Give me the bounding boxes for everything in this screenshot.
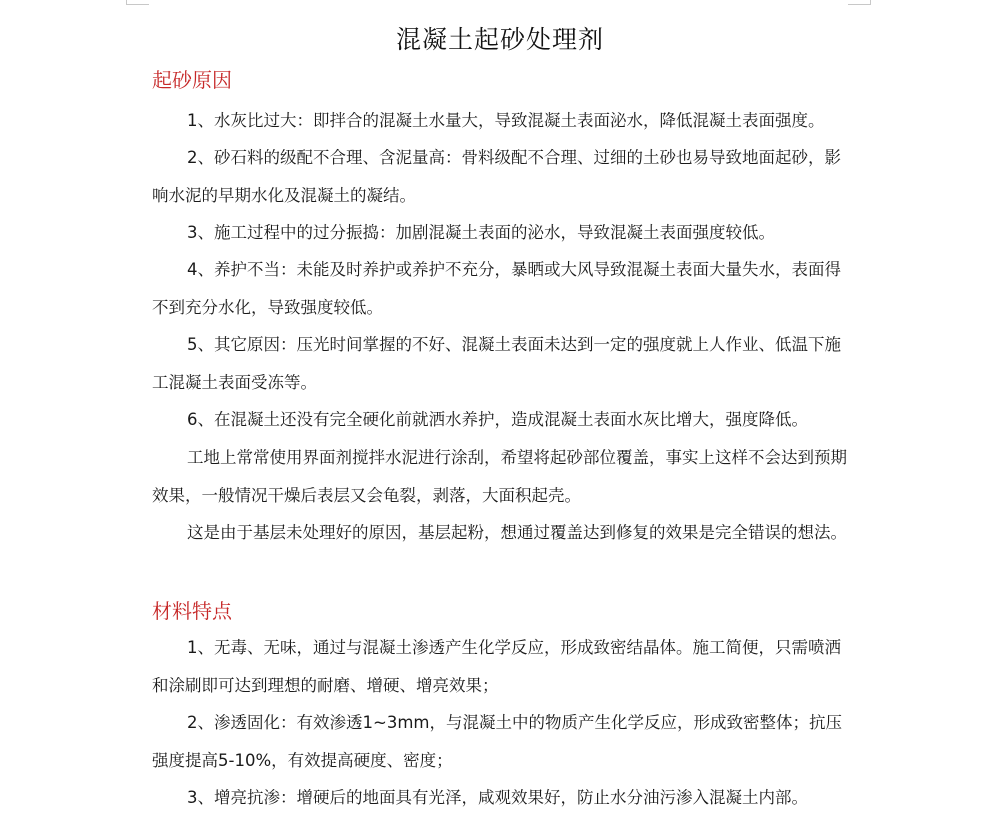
document-title: 混凝土起砂处理剂 [395,25,604,54]
paragraph-cause-6: 6、在混凝土还没有完全硬化前就洒水养护，造成混凝土表面水灰比增大，强度降低。 [187,410,808,429]
paragraph-cause-3: 3、施工过程中的过分振捣：加剧混凝土表面的泌水，导致混凝土表面强度较低。 [187,223,775,242]
paragraph-cause-1: 1、水灰比过大：即拌合的混凝土水量大，导致混凝土表面泌水，降低混凝土表面强度。 [187,111,825,130]
paragraph-base-layer: 这是由于基层未处理好的原因，基层起粉，想通过覆盖达到修复的效果是完全错误的想法。 [187,523,847,542]
page-corner-mark-right [848,0,871,5]
paragraph-cause-4: 4、养护不当：未能及时养护或养护不充分，暴晒或大风导致混凝土表面大量失水，表面得不到充分水化，导致强度较低。 [152,260,841,317]
paragraph-feature-2: 2、渗透固化：有效渗透1~3mm，与混凝土中的物质产生化学反应，形成致密整体；抗压强度提高5-10%，有效提高硬度、密度； [152,713,842,770]
section-heading-features: 材料特点 [152,599,232,623]
page-corner-mark-left [126,0,149,5]
paragraph-interface-agent: 工地上常常使用界面剂搅拌水泥进行涂刮，希望将起砂部位覆盖，事实上这样不会达到预期效果，一般情况干燥后表层又会龟裂，剥落，大面积起壳。 [152,448,847,505]
paragraph-feature-3: 3、增亮抗渗：增硬后的地面具有光泽，咸观效果好，防止水分油污渗入混凝土内部。 [187,788,808,807]
section-heading-causes: 起砂原因 [152,68,232,92]
paragraph-cause-5: 5、其它原因：压光时间掌握的不好、混凝土表面未达到一定的强度就上人作业、低温下施工混凝土表面受冻等。 [152,335,841,392]
paragraph-feature-1: 1、无毒、无味，通过与混凝土渗透产生化学反应，形成致密结晶体。施工简便，只需喷洒和涂刷即可达到理想的耐磨、增硬、增亮效果； [152,638,841,695]
paragraph-cause-2: 2、砂石料的级配不合理、含泥量高：骨料级配不合理、过细的土砂也易导致地面起砂，影响水泥的早期水化及混凝土的凝结。 [152,148,841,205]
